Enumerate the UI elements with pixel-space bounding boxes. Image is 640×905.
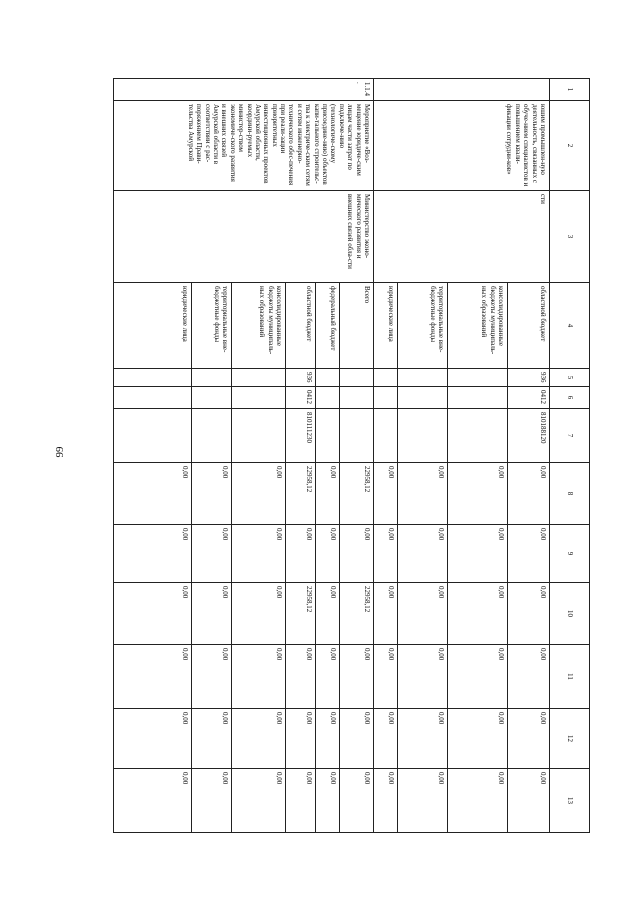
funding-source: юридические лица: [114, 283, 192, 369]
header-cell: 1: [550, 79, 590, 101]
amount-cell: 0,00: [316, 645, 340, 709]
amount-cell: 0,00: [374, 645, 398, 709]
amount-cell: 0,00: [232, 769, 286, 833]
header-cell: 11: [550, 645, 590, 709]
measure-name: Мероприятие «Воз-мещение юридиче-ским лицам части затрат по подключе-нию (технологиче-скому присоедине-нию) объектов капи-тального строительс-тва к электриче-ским сетям и сетям инженерно-технического обес-печения при реали-зации приоритетных инвестиционных проектов Амурской области, координи-руемых министер-ством экономиче-ского развития и внешних связей Амурской области в соответствии с рас-поряжением Прави-тельства Амурской: [114, 101, 374, 191]
header-cell: 10: [550, 583, 590, 645]
header-cell: 5: [550, 369, 590, 387]
amount-cell: 0,00: [448, 525, 508, 583]
amount-cell: 0,00: [508, 645, 550, 709]
header-cell: 6: [550, 387, 590, 409]
amount-cell: 0,00: [316, 769, 340, 833]
amount-cell: 0,00: [192, 769, 232, 833]
page-number-text: 99: [54, 446, 66, 458]
header-cell: 7: [550, 409, 590, 463]
amount-cell: 0,00: [114, 463, 192, 525]
header-cell: 8: [550, 463, 590, 525]
header-cell: 9: [550, 525, 590, 583]
amount-cell: 0,00: [340, 709, 374, 769]
amount-cell: 0,00: [192, 463, 232, 525]
budget-table: [113, 78, 590, 833]
amount-cell: 0,00: [232, 645, 286, 709]
amount-cell: 0,00: [114, 525, 192, 583]
amount-cell: 0,00: [340, 525, 374, 583]
target-article-code: [232, 409, 286, 463]
amount-cell: 0,00: [448, 769, 508, 833]
funding-source: консолидированные бюджеты муниципаль-ных образований: [448, 283, 508, 369]
amount-cell: 0,00: [508, 583, 550, 645]
header-row: [550, 79, 590, 833]
funding-source: областной бюджет: [286, 283, 316, 369]
target-article-code: [374, 409, 398, 463]
grbs-code: 936: [508, 369, 550, 387]
header-cell: 2: [550, 101, 590, 191]
amount-cell: 0,00: [232, 583, 286, 645]
amount-cell: 0,00: [398, 525, 448, 583]
grbs-code: [316, 369, 340, 387]
target-article-code: [398, 409, 448, 463]
grbs-code: [374, 369, 398, 387]
grbs-code: [340, 369, 374, 387]
amount-cell: 0,00: [508, 709, 550, 769]
amount-cell: 22958,12: [340, 463, 374, 525]
amount-cell: 0,00: [192, 709, 232, 769]
section-code: 0412: [508, 387, 550, 409]
amount-cell: 0,00: [398, 463, 448, 525]
amount-cell: 0,00: [448, 463, 508, 525]
amount-cell: 22958,12: [340, 583, 374, 645]
section-code: [114, 387, 192, 409]
section-code: [340, 387, 374, 409]
amount-cell: 0,00: [508, 525, 550, 583]
amount-cell: 0,00: [448, 583, 508, 645]
block-b: [114, 79, 374, 833]
amount-cell: 0,00: [232, 709, 286, 769]
section-code: [448, 387, 508, 409]
amount-cell: 0,00: [340, 645, 374, 709]
block-a: [374, 79, 550, 833]
header-cell: 12: [550, 709, 590, 769]
funding-source: территориальные вне-бюджетные фонды: [192, 283, 232, 369]
amount-cell: 0,00: [192, 645, 232, 709]
amount-cell: 0,00: [508, 769, 550, 833]
amount-cell: 0,00: [192, 525, 232, 583]
amount-cell: 22958,12: [286, 583, 316, 645]
funding-source: Всего: [340, 283, 374, 369]
header-cell: 4: [550, 283, 590, 369]
amount-cell: 0,00: [398, 645, 448, 709]
amount-cell: 0,00: [114, 583, 192, 645]
grbs-code: [232, 369, 286, 387]
measure-name: юшим промышлен-ную деятельность, связанных с обуче-нием специалистов и повышением квали-фикации сотрудни-ков»: [374, 101, 550, 191]
amount-cell: 0,00: [316, 525, 340, 583]
amount-cell: 0,00: [286, 769, 316, 833]
target-article-code: 810188120: [508, 409, 550, 463]
section-code: [232, 387, 286, 409]
amount-cell: 0,00: [286, 525, 316, 583]
funding-source: областной бюджет: [508, 283, 550, 369]
rotated-table-container: [130, 78, 590, 832]
target-article-code: 810111230: [286, 409, 316, 463]
amount-cell: 0,00: [114, 645, 192, 709]
header-cell: 3: [550, 191, 590, 283]
target-article-code: [192, 409, 232, 463]
amount-cell: 0,00: [398, 769, 448, 833]
amount-cell: 0,00: [374, 525, 398, 583]
target-article-code: [316, 409, 340, 463]
grbs-code: [114, 369, 192, 387]
grbs-code: [398, 369, 448, 387]
funding-source: юридические лица: [374, 283, 398, 369]
table-row: [508, 79, 550, 833]
target-article-code: [114, 409, 192, 463]
grbs-code: [448, 369, 508, 387]
amount-cell: 0,00: [448, 709, 508, 769]
section-code: [316, 387, 340, 409]
amount-cell: 0,00: [508, 463, 550, 525]
amount-cell: 0,00: [374, 769, 398, 833]
section-code: [192, 387, 232, 409]
amount-cell: 0,00: [448, 645, 508, 709]
amount-cell: 0,00: [286, 709, 316, 769]
section-code: [398, 387, 448, 409]
amount-cell: 0,00: [232, 525, 286, 583]
header-cell: 13: [550, 769, 590, 833]
amount-cell: 0,00: [316, 463, 340, 525]
amount-cell: 22958,12: [286, 463, 316, 525]
funding-source: территориальные вне-бюджетные фонды: [398, 283, 448, 369]
section-code: 0412: [286, 387, 316, 409]
target-article-code: [448, 409, 508, 463]
amount-cell: 0,00: [232, 463, 286, 525]
amount-cell: 0,00: [398, 583, 448, 645]
responsible-executor: Министерство эконо-мического развития и внешних связей обла-сти: [114, 191, 374, 283]
amount-cell: 0,00: [398, 709, 448, 769]
funding-source: консолидированные бюджеты муниципаль-ных образований: [232, 283, 286, 369]
amount-cell: 0,00: [374, 583, 398, 645]
amount-cell: 0,00: [286, 645, 316, 709]
amount-cell: 0,00: [114, 769, 192, 833]
section-code: [374, 387, 398, 409]
row-number: [374, 79, 550, 101]
target-article-code: [340, 409, 374, 463]
amount-cell: 0,00: [340, 769, 374, 833]
amount-cell: 0,00: [316, 583, 340, 645]
amount-cell: 0,00: [114, 709, 192, 769]
amount-cell: 0,00: [374, 709, 398, 769]
responsible-executor: сти: [374, 191, 550, 283]
grbs-code: 936: [286, 369, 316, 387]
funding-source: федеральный бюджет: [316, 283, 340, 369]
grbs-code: [192, 369, 232, 387]
amount-cell: 0,00: [192, 583, 232, 645]
amount-cell: 0,00: [316, 709, 340, 769]
table-row: [340, 79, 374, 833]
amount-cell: 0,00: [374, 463, 398, 525]
row-number: 1.1.4.: [114, 79, 374, 101]
